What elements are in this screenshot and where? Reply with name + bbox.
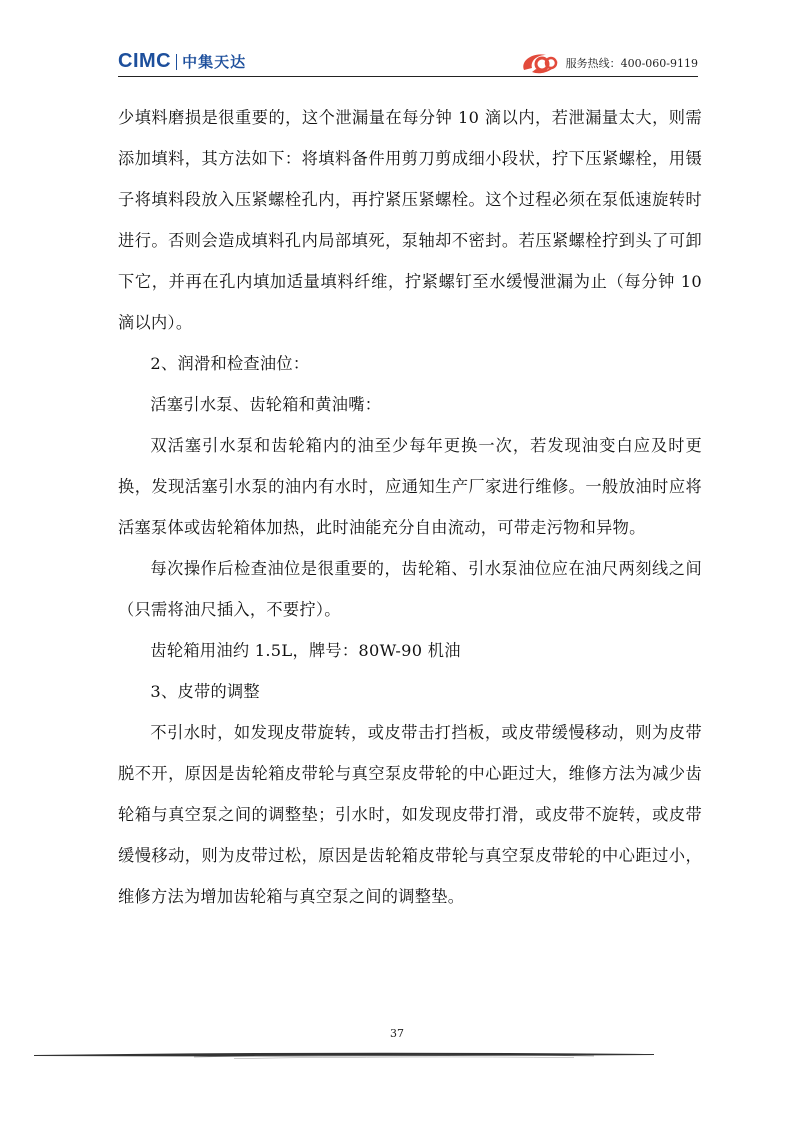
header-divider xyxy=(118,76,698,77)
paragraph-seal-leakage: 少填料磨损是很重要的，这个泄漏量在每分钟 10 滴以内，若泄漏量太大，则需添加填料，其方法如下：将填料备件用剪刀剪成细小段状，拧下压紧螺栓，用镊子将填料段放入压紧螺栓孔内，再拧紧压紧螺栓。这个过程必须在泵低速旋转时进行。否则会造成填料孔内局部填死，泵轴却不密封。若压紧螺栓拧到头了可卸下它，并再在孔内填加适量填料纤维，拧紧螺钉至水缓慢泄漏为止（每分钟 10 滴以内）。 xyxy=(118,108,702,332)
paragraph-oil-change: 双活塞引水泵和齿轮箱内的油至少每年更换一次，若发现油变白应及时更换，发现活塞引水泵的油内有水时，应通知生产厂家进行维修。一般放油时应将活塞泵体或齿轮箱体加热，此时油能充分自由流动，可带走污物和异物。 xyxy=(118,436,702,537)
service-hotline xyxy=(518,50,698,76)
subheading-pump-gearbox: 活塞引水泵、齿轮箱和黄油嘴： xyxy=(150,395,382,414)
paragraph-belt-adjustment: 不引水时，如发现皮带旋转，或皮带击打挡板，或皮带缓慢移动，则为皮带脱不开，原因是齿轮箱皮带轮与真空泵皮带轮的中心距过大，维修方法为减少齿轮箱与真空泵之间的调整垫；引水时，如发现皮带打滑，或皮带不旋转，或皮带缓慢移动，则为皮带过松，原因是齿轮箱皮带轮与真空泵皮带轮的中心距过小，维修方法为增加齿轮箱与真空泵之间的调整垫。 xyxy=(118,723,702,906)
logo-english: CIMC xyxy=(118,50,172,72)
hotline-text: 服务热线：400-060-9119 xyxy=(565,57,698,70)
paragraph-oil-level: 每次操作后检查油位是很重要的，齿轮箱、引水泵油位应在油尺两刻线之间（只需将油尺插入，不要拧）。 xyxy=(118,559,702,619)
paragraph-oil-spec: 齿轮箱用油约 1.5L，牌号：80W-90 机油 xyxy=(150,641,461,660)
cimc-logo xyxy=(118,50,246,73)
logo-chinese: 中集天达 xyxy=(182,54,247,71)
swirl-emblem-icon xyxy=(518,50,564,76)
heading-lubrication: 2、润滑和检查油位： xyxy=(150,354,310,373)
logo-divider xyxy=(176,54,177,70)
page-number: 37 xyxy=(390,1027,404,1040)
footer-divider xyxy=(34,1050,654,1060)
page-header xyxy=(118,46,698,78)
heading-belt-adjustment: 3、皮带的调整 xyxy=(150,682,260,701)
document-body xyxy=(118,97,702,917)
